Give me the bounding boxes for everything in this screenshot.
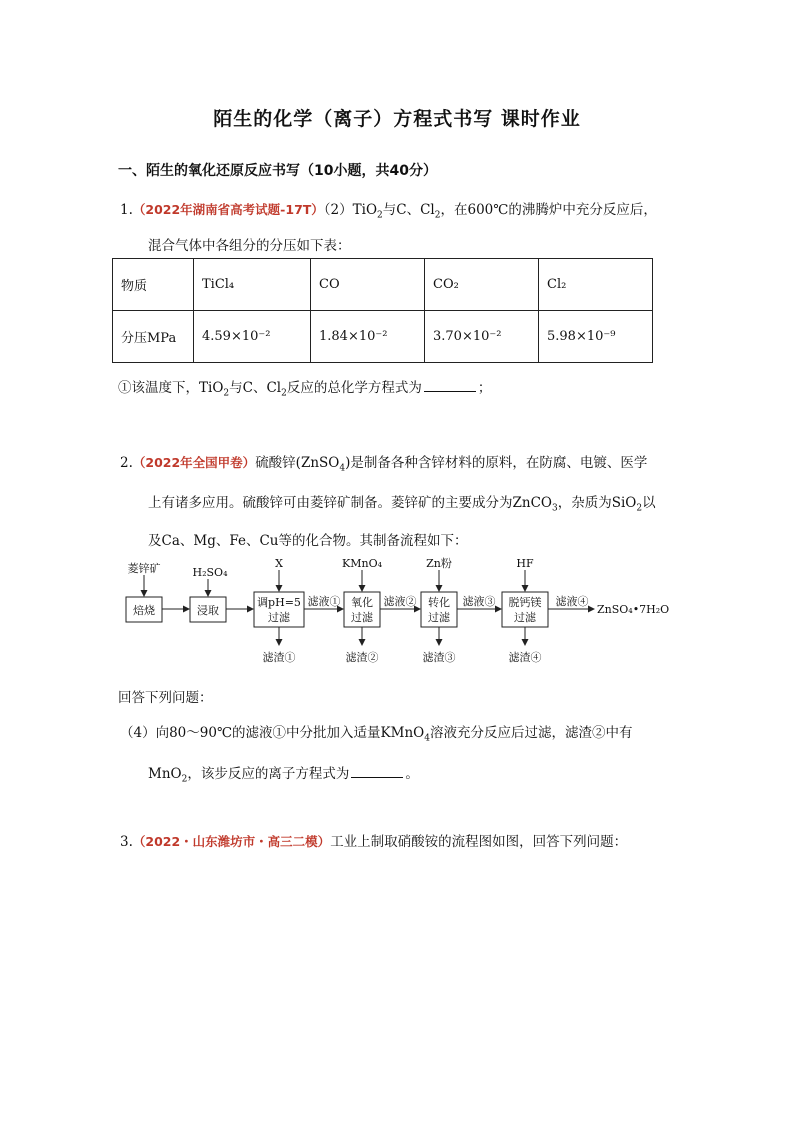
q1-text-b: 与C、Cl [382, 202, 435, 218]
table-row [113, 311, 653, 363]
q1-sub-a: ①该温度下，TiO [118, 380, 224, 396]
flow-label-convert: 转化 [428, 596, 450, 609]
flow-input-acid: H₂SO₄ [192, 566, 228, 579]
q3-source: （2022・山东潍坊市・高三二模） [132, 834, 331, 849]
q1-subquestion: ①该温度下，TiO$_2$与C、$Cl_2$反应的总化学方程式为 ； [118, 380, 492, 399]
zinc-sulfate-flow-diagram [118, 555, 678, 670]
q2-line2: 上有诸多应用。硫酸锌可由菱锌矿制备。菱锌矿的主要成分为ZnCO$_3$，杂质为SiO$_2$以 [148, 495, 656, 514]
q2-line3: 及Ca、Mg、Fe、Cu等的化合物。其制备流程如下： [148, 533, 468, 549]
q2-p4c: MnO [148, 766, 182, 782]
q1-line1: 1.（2022年湖南省高考试题-17T）（2）TiO$_2$与C、$Cl_2$，在600℃的沸腾炉中充分反应后， [120, 202, 657, 221]
section-heading: 一、陌生的氧化还原反应书写（10小题，共40分） [118, 163, 437, 179]
q2-l2c: 以 [642, 495, 656, 511]
flow-label-filter: 过滤 [268, 611, 290, 624]
answer-blank[interactable] [351, 765, 403, 778]
partial-pressure-table [112, 258, 653, 363]
table-cell: CO [311, 259, 425, 311]
q2-answer-prompt: 回答下列问题： [118, 690, 213, 706]
flow-residue-3: 滤渣③ [422, 651, 456, 664]
flow-filtrate-1: 滤液① [307, 595, 341, 608]
flow-input-ore: 菱锌矿 [127, 562, 161, 575]
flow-label-ph: 调pH=5 [257, 596, 301, 609]
flow-label-filter: 过滤 [351, 611, 373, 624]
q3-line1 [120, 830, 627, 850]
q2-p4d: ，该步反应的离子方程式为 [187, 766, 350, 782]
flow-residue-4: 滤渣④ [508, 651, 542, 664]
q1-number: 1. [120, 202, 133, 218]
q2-l2a: 上有诸多应用。硫酸锌可由菱锌矿制备。菱锌矿的主要成分为ZnCO [148, 495, 552, 511]
flow-label-leach: 浸取 [197, 604, 219, 617]
q1-text-a: TiO [352, 202, 378, 218]
q2-line1: 2.（2022年全国甲卷）硫酸锌(ZnSO$_4$)是制备各种含锌材料的原料，在防腐、电镀、医学 [120, 455, 648, 474]
q2-part4-line1: （4）向80～90℃的滤液①中分批加入适量KMnO$_4$溶液充分反应后过滤，滤渣②中有 [120, 725, 633, 744]
q1-sub-b: 与C、Cl [229, 380, 282, 396]
q2-l1b: )是制备各种含锌材料的原料，在防腐、电镀、医学 [345, 455, 648, 471]
q2-l1a: 硫酸锌(ZnSO [255, 455, 340, 471]
table-cell: 1.84×10⁻² [311, 311, 425, 363]
flow-residue-1: 滤渣① [262, 651, 296, 664]
flow-label-filter: 过滤 [428, 611, 450, 624]
flow-product: ZnSO₄•7H₂O [597, 603, 670, 616]
page-title: 陌生的化学（离子）方程式书写 课时作业 [213, 108, 581, 130]
q2-source: （2022年全国甲卷） [132, 455, 256, 470]
q2-number: 2. [120, 455, 133, 471]
q2-part4-line2: MnO$_2$，该步反应的离子方程式为 。 [148, 766, 419, 785]
q2-l2b: ，杂质为SiO [557, 495, 637, 511]
flow-filtrate-2: 滤液② [383, 595, 417, 608]
flow-input-zn: Zn粉 [426, 557, 452, 570]
flow-input-x: X [275, 557, 283, 570]
flow-label-oxidize: 氧化 [351, 596, 373, 609]
table-header-row [113, 259, 653, 311]
flow-filtrate-3: 滤液③ [462, 595, 496, 608]
table-cell: 4.59×10⁻² [194, 311, 311, 363]
flow-filtrate-4: 滤液④ [555, 595, 589, 608]
q1-source: （2022年湖南省高考试题-17T） [132, 202, 324, 217]
table-cell: 5.98×10⁻⁹ [539, 311, 653, 363]
answer-blank[interactable] [424, 379, 476, 392]
flow-label-decalc: 脱钙镁 [508, 596, 542, 609]
q3-text: 工业上制取硝酸铵的流程图如图，回答下列问题： [330, 834, 628, 850]
flow-input-kmno4: KMnO₄ [342, 557, 382, 570]
q1-text-c: ，在600℃的沸腾炉中充分反应后， [440, 202, 657, 218]
q1-sub-c: 反应的总化学方程式为 [286, 380, 422, 396]
table-cell: CO₂ [425, 259, 539, 311]
q2-p4b: 溶液充分反应后过滤，滤渣②中有 [429, 725, 633, 741]
table-cell: 3.70×10⁻² [425, 311, 539, 363]
table-cell: TiCl₄ [194, 259, 311, 311]
q1-sub-end: ； [477, 380, 492, 396]
flow-label-roast: 焙烧 [133, 604, 155, 617]
table-cell: 分压MPa [113, 311, 194, 363]
table-cell: 物质 [113, 259, 194, 311]
q2-p4end: 。 [405, 766, 419, 782]
flow-label-filter: 过滤 [514, 611, 536, 624]
q3-number: 3. [120, 834, 133, 850]
q1-line2: 混合气体中各组分的分压如下表： [148, 238, 351, 254]
q1-part: （2） [323, 202, 353, 218]
flow-residue-2: 滤渣② [345, 651, 379, 664]
flow-input-hf: HF [516, 557, 534, 570]
q2-p4a: （4）向80～90℃的滤液①中分批加入适量KMnO [120, 725, 425, 741]
table-cell: Cl₂ [539, 259, 653, 311]
